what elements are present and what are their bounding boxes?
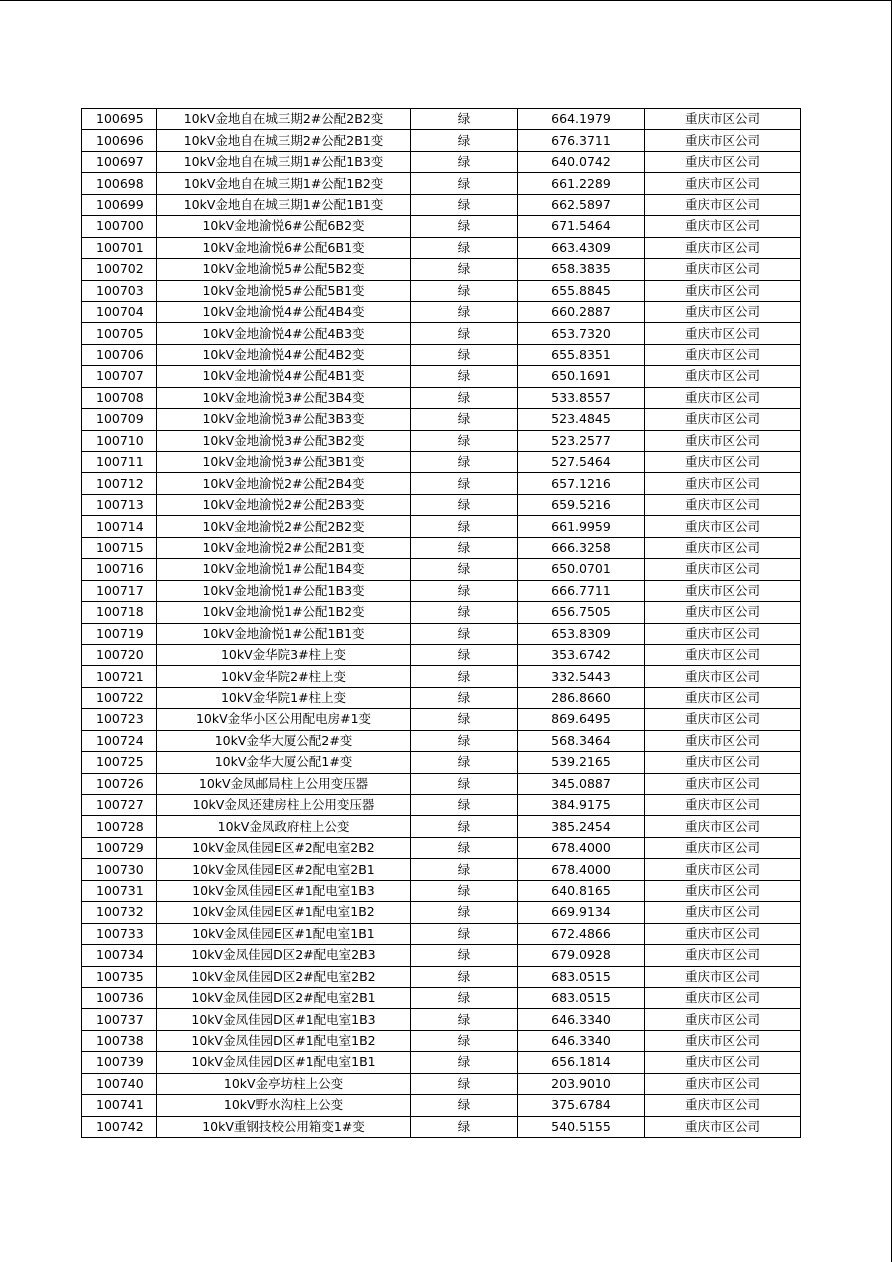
row-color-cell: 绿 xyxy=(411,687,518,708)
row-value-cell: 666.7711 xyxy=(518,580,645,601)
row-name-cell: 10kV金地渝悦2#公配2B3变 xyxy=(157,494,411,515)
row-name-cell: 10kV金凤佳园E区#2配电室2B1 xyxy=(157,859,411,880)
row-company-cell: 重庆市区公司 xyxy=(645,516,801,537)
row-company-cell: 重庆市区公司 xyxy=(645,580,801,601)
row-value-cell: 656.1814 xyxy=(518,1052,645,1073)
row-name-cell: 10kV金地渝悦1#公配1B3变 xyxy=(157,580,411,601)
row-value-cell: 345.0887 xyxy=(518,773,645,794)
table-row xyxy=(82,151,801,172)
table-row xyxy=(82,109,801,130)
table-row xyxy=(82,366,801,387)
row-id-cell: 100726 xyxy=(82,773,157,794)
row-color-cell: 绿 xyxy=(411,452,518,473)
row-color-cell: 绿 xyxy=(411,880,518,901)
row-company-cell: 重庆市区公司 xyxy=(645,494,801,515)
row-company-cell: 重庆市区公司 xyxy=(645,902,801,923)
row-company-cell: 重庆市区公司 xyxy=(645,151,801,172)
row-value-cell: 657.1216 xyxy=(518,473,645,494)
row-company-cell: 重庆市区公司 xyxy=(645,1052,801,1073)
row-company-cell: 重庆市区公司 xyxy=(645,1095,801,1116)
row-id-cell: 100732 xyxy=(82,902,157,923)
row-id-cell: 100736 xyxy=(82,987,157,1008)
row-name-cell: 10kV金华大厦公配1#变 xyxy=(157,752,411,773)
row-name-cell: 10kV野水沟柱上公变 xyxy=(157,1095,411,1116)
table-row xyxy=(82,494,801,515)
row-name-cell: 10kV金华院1#柱上变 xyxy=(157,687,411,708)
row-company-cell: 重庆市区公司 xyxy=(645,344,801,365)
table-row xyxy=(82,902,801,923)
row-name-cell: 10kV金地自在城三期1#公配1B2变 xyxy=(157,173,411,194)
row-id-cell: 100697 xyxy=(82,151,157,172)
row-company-cell: 重庆市区公司 xyxy=(645,923,801,944)
row-value-cell: 679.0928 xyxy=(518,945,645,966)
table-row xyxy=(82,623,801,644)
row-name-cell: 10kV金华大厦公配2#变 xyxy=(157,730,411,751)
row-value-cell: 658.3835 xyxy=(518,259,645,280)
row-id-cell: 100708 xyxy=(82,387,157,408)
row-color-cell: 绿 xyxy=(411,816,518,837)
table-row xyxy=(82,473,801,494)
row-name-cell: 10kV金凤佳园D区#1配电室1B2 xyxy=(157,1030,411,1051)
row-id-cell: 100741 xyxy=(82,1095,157,1116)
table-row xyxy=(82,837,801,858)
row-color-cell: 绿 xyxy=(411,387,518,408)
table-row xyxy=(82,859,801,880)
row-value-cell: 286.8660 xyxy=(518,687,645,708)
row-company-cell: 重庆市区公司 xyxy=(645,409,801,430)
row-color-cell: 绿 xyxy=(411,923,518,944)
table-row xyxy=(82,323,801,344)
row-company-cell: 重庆市区公司 xyxy=(645,859,801,880)
row-id-cell: 100720 xyxy=(82,644,157,665)
row-value-cell: 656.7505 xyxy=(518,602,645,623)
row-id-cell: 100704 xyxy=(82,301,157,322)
row-id-cell: 100727 xyxy=(82,795,157,816)
row-id-cell: 100740 xyxy=(82,1073,157,1094)
row-color-cell: 绿 xyxy=(411,323,518,344)
row-value-cell: 523.2577 xyxy=(518,430,645,451)
table-row xyxy=(82,773,801,794)
row-company-cell: 重庆市区公司 xyxy=(645,730,801,751)
row-name-cell: 10kV金地渝悦4#公配4B1变 xyxy=(157,366,411,387)
row-company-cell: 重庆市区公司 xyxy=(645,987,801,1008)
row-color-cell: 绿 xyxy=(411,730,518,751)
row-color-cell: 绿 xyxy=(411,709,518,730)
table-row xyxy=(82,559,801,580)
table-row xyxy=(82,795,801,816)
row-value-cell: 676.3711 xyxy=(518,130,645,151)
row-value-cell: 384.9175 xyxy=(518,795,645,816)
row-name-cell: 10kV金地渝悦1#公配1B1变 xyxy=(157,623,411,644)
row-company-cell: 重庆市区公司 xyxy=(645,430,801,451)
row-id-cell: 100725 xyxy=(82,752,157,773)
table-row xyxy=(82,537,801,558)
row-value-cell: 671.5464 xyxy=(518,216,645,237)
row-company-cell: 重庆市区公司 xyxy=(645,709,801,730)
row-company-cell: 重庆市区公司 xyxy=(645,837,801,858)
row-value-cell: 540.5155 xyxy=(518,1116,645,1137)
row-value-cell: 640.8165 xyxy=(518,880,645,901)
row-color-cell: 绿 xyxy=(411,902,518,923)
row-value-cell: 568.3464 xyxy=(518,730,645,751)
row-value-cell: 203.9010 xyxy=(518,1073,645,1094)
row-color-cell: 绿 xyxy=(411,623,518,644)
row-name-cell: 10kV金地渝悦6#公配6B2变 xyxy=(157,216,411,237)
table-row xyxy=(82,923,801,944)
row-color-cell: 绿 xyxy=(411,173,518,194)
row-name-cell: 10kV金地自在城三期1#公配1B3变 xyxy=(157,151,411,172)
row-company-cell: 重庆市区公司 xyxy=(645,1073,801,1094)
row-color-cell: 绿 xyxy=(411,216,518,237)
row-name-cell: 10kV金凤佳园D区2#配电室2B2 xyxy=(157,966,411,987)
row-company-cell: 重庆市区公司 xyxy=(645,773,801,794)
row-company-cell: 重庆市区公司 xyxy=(645,816,801,837)
row-color-cell: 绿 xyxy=(411,280,518,301)
row-value-cell: 650.1691 xyxy=(518,366,645,387)
row-value-cell: 659.5216 xyxy=(518,494,645,515)
row-color-cell: 绿 xyxy=(411,516,518,537)
table-row xyxy=(82,816,801,837)
row-id-cell: 100713 xyxy=(82,494,157,515)
row-color-cell: 绿 xyxy=(411,559,518,580)
table-row xyxy=(82,1116,801,1137)
table-row xyxy=(82,666,801,687)
row-color-cell: 绿 xyxy=(411,494,518,515)
row-color-cell: 绿 xyxy=(411,130,518,151)
row-id-cell: 100711 xyxy=(82,452,157,473)
table-row xyxy=(82,730,801,751)
table-row xyxy=(82,580,801,601)
row-id-cell: 100721 xyxy=(82,666,157,687)
row-company-cell: 重庆市区公司 xyxy=(645,623,801,644)
row-color-cell: 绿 xyxy=(411,237,518,258)
table-row xyxy=(82,301,801,322)
row-name-cell: 10kV金地渝悦2#公配2B2变 xyxy=(157,516,411,537)
row-name-cell: 10kV金凤佳园E区#1配电室1B1 xyxy=(157,923,411,944)
row-id-cell: 100717 xyxy=(82,580,157,601)
row-color-cell: 绿 xyxy=(411,1009,518,1030)
row-color-cell: 绿 xyxy=(411,409,518,430)
table-body xyxy=(82,109,801,1138)
row-color-cell: 绿 xyxy=(411,1030,518,1051)
row-id-cell: 100702 xyxy=(82,259,157,280)
row-value-cell: 683.0515 xyxy=(518,987,645,1008)
row-id-cell: 100705 xyxy=(82,323,157,344)
row-name-cell: 10kV金凤佳园E区#1配电室1B3 xyxy=(157,880,411,901)
row-color-cell: 绿 xyxy=(411,987,518,1008)
row-name-cell: 10kV金地渝悦2#公配2B1变 xyxy=(157,537,411,558)
row-id-cell: 100735 xyxy=(82,966,157,987)
row-id-cell: 100719 xyxy=(82,623,157,644)
row-value-cell: 353.6742 xyxy=(518,644,645,665)
row-value-cell: 653.7320 xyxy=(518,323,645,344)
row-name-cell: 10kV金凤佳园D区2#配电室2B3 xyxy=(157,945,411,966)
row-name-cell: 10kV金地自在城三期2#公配2B1变 xyxy=(157,130,411,151)
table-row xyxy=(82,752,801,773)
row-name-cell: 10kV金华小区公用配电房#1变 xyxy=(157,709,411,730)
row-id-cell: 100729 xyxy=(82,837,157,858)
row-id-cell: 100724 xyxy=(82,730,157,751)
row-name-cell: 10kV金凤还建房柱上公用变压器 xyxy=(157,795,411,816)
row-name-cell: 10kV金凤邮局柱上公用变压器 xyxy=(157,773,411,794)
row-color-cell: 绿 xyxy=(411,773,518,794)
row-color-cell: 绿 xyxy=(411,859,518,880)
row-name-cell: 10kV金地渝悦5#公配5B1变 xyxy=(157,280,411,301)
row-id-cell: 100739 xyxy=(82,1052,157,1073)
row-value-cell: 660.2887 xyxy=(518,301,645,322)
row-company-cell: 重庆市区公司 xyxy=(645,366,801,387)
table-row xyxy=(82,602,801,623)
row-id-cell: 100701 xyxy=(82,237,157,258)
row-color-cell: 绿 xyxy=(411,259,518,280)
row-name-cell: 10kV金地渝悦4#公配4B3变 xyxy=(157,323,411,344)
row-id-cell: 100716 xyxy=(82,559,157,580)
row-name-cell: 10kV金凤佳园D区#1配电室1B1 xyxy=(157,1052,411,1073)
row-color-cell: 绿 xyxy=(411,109,518,130)
row-color-cell: 绿 xyxy=(411,837,518,858)
table-row xyxy=(82,1030,801,1051)
row-value-cell: 683.0515 xyxy=(518,966,645,987)
row-id-cell: 100710 xyxy=(82,430,157,451)
row-value-cell: 663.4309 xyxy=(518,237,645,258)
row-id-cell: 100733 xyxy=(82,923,157,944)
row-id-cell: 100723 xyxy=(82,709,157,730)
table-row xyxy=(82,516,801,537)
table-row xyxy=(82,687,801,708)
row-value-cell: 661.2289 xyxy=(518,173,645,194)
table-row xyxy=(82,987,801,1008)
row-name-cell: 10kV金地渝悦5#公配5B2变 xyxy=(157,259,411,280)
row-color-cell: 绿 xyxy=(411,644,518,665)
row-id-cell: 100714 xyxy=(82,516,157,537)
row-id-cell: 100731 xyxy=(82,880,157,901)
row-id-cell: 100706 xyxy=(82,344,157,365)
row-name-cell: 10kV金地自在城三期1#公配1B1变 xyxy=(157,194,411,215)
row-company-cell: 重庆市区公司 xyxy=(645,473,801,494)
row-name-cell: 10kV金亭坊柱上公变 xyxy=(157,1073,411,1094)
row-name-cell: 10kV金地渝悦6#公配6B1变 xyxy=(157,237,411,258)
table-row xyxy=(82,1009,801,1030)
row-value-cell: 523.4845 xyxy=(518,409,645,430)
row-value-cell: 539.2165 xyxy=(518,752,645,773)
row-value-cell: 646.3340 xyxy=(518,1030,645,1051)
table-row xyxy=(82,966,801,987)
table-row xyxy=(82,945,801,966)
row-value-cell: 533.8557 xyxy=(518,387,645,408)
row-name-cell: 10kV金地渝悦4#公配4B4变 xyxy=(157,301,411,322)
row-id-cell: 100707 xyxy=(82,366,157,387)
row-company-cell: 重庆市区公司 xyxy=(645,301,801,322)
row-value-cell: 332.5443 xyxy=(518,666,645,687)
row-name-cell: 10kV金凤佳园E区#1配电室1B2 xyxy=(157,902,411,923)
row-id-cell: 100709 xyxy=(82,409,157,430)
row-color-cell: 绿 xyxy=(411,945,518,966)
row-name-cell: 10kV金地渝悦3#公配3B4变 xyxy=(157,387,411,408)
row-id-cell: 100730 xyxy=(82,859,157,880)
table-row xyxy=(82,280,801,301)
row-name-cell: 10kV金华院3#柱上变 xyxy=(157,644,411,665)
row-name-cell: 10kV金地渝悦3#公配3B1变 xyxy=(157,452,411,473)
row-color-cell: 绿 xyxy=(411,301,518,322)
row-id-cell: 100700 xyxy=(82,216,157,237)
row-name-cell: 10kV金地渝悦1#公配1B4变 xyxy=(157,559,411,580)
table-row xyxy=(82,880,801,901)
table-row xyxy=(82,709,801,730)
row-id-cell: 100742 xyxy=(82,1116,157,1137)
row-id-cell: 100698 xyxy=(82,173,157,194)
row-company-cell: 重庆市区公司 xyxy=(645,237,801,258)
row-company-cell: 重庆市区公司 xyxy=(645,109,801,130)
row-company-cell: 重庆市区公司 xyxy=(645,795,801,816)
row-company-cell: 重庆市区公司 xyxy=(645,1009,801,1030)
row-name-cell: 10kV金凤政府柱上公变 xyxy=(157,816,411,837)
row-id-cell: 100712 xyxy=(82,473,157,494)
row-color-cell: 绿 xyxy=(411,537,518,558)
row-value-cell: 869.6495 xyxy=(518,709,645,730)
row-id-cell: 100718 xyxy=(82,602,157,623)
row-value-cell: 655.8845 xyxy=(518,280,645,301)
row-value-cell: 678.4000 xyxy=(518,859,645,880)
row-company-cell: 重庆市区公司 xyxy=(645,1116,801,1137)
row-color-cell: 绿 xyxy=(411,1116,518,1137)
row-value-cell: 662.5897 xyxy=(518,194,645,215)
row-value-cell: 527.5464 xyxy=(518,452,645,473)
row-value-cell: 669.9134 xyxy=(518,902,645,923)
row-value-cell: 385.2454 xyxy=(518,816,645,837)
row-value-cell: 646.3340 xyxy=(518,1009,645,1030)
row-id-cell: 100699 xyxy=(82,194,157,215)
row-company-cell: 重庆市区公司 xyxy=(645,666,801,687)
row-company-cell: 重庆市区公司 xyxy=(645,1030,801,1051)
row-id-cell: 100722 xyxy=(82,687,157,708)
row-company-cell: 重庆市区公司 xyxy=(645,130,801,151)
row-id-cell: 100715 xyxy=(82,537,157,558)
row-name-cell: 10kV金华院2#柱上变 xyxy=(157,666,411,687)
table-row xyxy=(82,409,801,430)
row-id-cell: 100695 xyxy=(82,109,157,130)
row-value-cell: 653.8309 xyxy=(518,623,645,644)
row-id-cell: 100696 xyxy=(82,130,157,151)
table-row xyxy=(82,387,801,408)
row-color-cell: 绿 xyxy=(411,602,518,623)
row-company-cell: 重庆市区公司 xyxy=(645,173,801,194)
row-name-cell: 10kV金凤佳园D区2#配电室2B1 xyxy=(157,987,411,1008)
row-value-cell: 640.0742 xyxy=(518,151,645,172)
row-name-cell: 10kV金地渝悦3#公配3B2变 xyxy=(157,430,411,451)
row-name-cell: 10kV金地渝悦1#公配1B2变 xyxy=(157,602,411,623)
row-value-cell: 664.1979 xyxy=(518,109,645,130)
table-row xyxy=(82,1052,801,1073)
row-company-cell: 重庆市区公司 xyxy=(645,387,801,408)
row-name-cell: 10kV金地渝悦2#公配2B4变 xyxy=(157,473,411,494)
row-company-cell: 重庆市区公司 xyxy=(645,966,801,987)
row-value-cell: 666.3258 xyxy=(518,537,645,558)
table-row xyxy=(82,216,801,237)
row-id-cell: 100737 xyxy=(82,1009,157,1030)
table-row xyxy=(82,430,801,451)
row-company-cell: 重庆市区公司 xyxy=(645,559,801,580)
row-color-cell: 绿 xyxy=(411,795,518,816)
row-id-cell: 100734 xyxy=(82,945,157,966)
table-row xyxy=(82,1073,801,1094)
row-company-cell: 重庆市区公司 xyxy=(645,687,801,708)
row-value-cell: 655.8351 xyxy=(518,344,645,365)
row-color-cell: 绿 xyxy=(411,430,518,451)
row-value-cell: 375.6784 xyxy=(518,1095,645,1116)
table-row xyxy=(82,344,801,365)
row-value-cell: 650.0701 xyxy=(518,559,645,580)
row-color-cell: 绿 xyxy=(411,344,518,365)
row-name-cell: 10kV金凤佳园D区#1配电室1B3 xyxy=(157,1009,411,1030)
row-color-cell: 绿 xyxy=(411,966,518,987)
row-color-cell: 绿 xyxy=(411,752,518,773)
row-color-cell: 绿 xyxy=(411,473,518,494)
table-row xyxy=(82,644,801,665)
row-color-cell: 绿 xyxy=(411,666,518,687)
row-color-cell: 绿 xyxy=(411,366,518,387)
row-id-cell: 100738 xyxy=(82,1030,157,1051)
row-company-cell: 重庆市区公司 xyxy=(645,323,801,344)
row-name-cell: 10kV金地自在城三期2#公配2B2变 xyxy=(157,109,411,130)
row-name-cell: 10kV金地渝悦4#公配4B2变 xyxy=(157,344,411,365)
transformer-table xyxy=(81,108,801,1138)
table-row xyxy=(82,452,801,473)
row-company-cell: 重庆市区公司 xyxy=(645,752,801,773)
row-name-cell: 10kV金地渝悦3#公配3B3变 xyxy=(157,409,411,430)
row-color-cell: 绿 xyxy=(411,1073,518,1094)
row-company-cell: 重庆市区公司 xyxy=(645,259,801,280)
row-value-cell: 672.4866 xyxy=(518,923,645,944)
row-color-cell: 绿 xyxy=(411,194,518,215)
row-color-cell: 绿 xyxy=(411,151,518,172)
table-row xyxy=(82,194,801,215)
row-company-cell: 重庆市区公司 xyxy=(645,194,801,215)
row-color-cell: 绿 xyxy=(411,580,518,601)
row-value-cell: 678.4000 xyxy=(518,837,645,858)
row-color-cell: 绿 xyxy=(411,1052,518,1073)
row-color-cell: 绿 xyxy=(411,1095,518,1116)
row-company-cell: 重庆市区公司 xyxy=(645,880,801,901)
row-id-cell: 100703 xyxy=(82,280,157,301)
table-row xyxy=(82,130,801,151)
row-company-cell: 重庆市区公司 xyxy=(645,602,801,623)
row-company-cell: 重庆市区公司 xyxy=(645,644,801,665)
row-company-cell: 重庆市区公司 xyxy=(645,537,801,558)
row-company-cell: 重庆市区公司 xyxy=(645,280,801,301)
table-row xyxy=(82,1095,801,1116)
row-company-cell: 重庆市区公司 xyxy=(645,452,801,473)
row-company-cell: 重庆市区公司 xyxy=(645,945,801,966)
table-row xyxy=(82,237,801,258)
row-company-cell: 重庆市区公司 xyxy=(645,216,801,237)
table-row xyxy=(82,259,801,280)
row-id-cell: 100728 xyxy=(82,816,157,837)
row-value-cell: 661.9959 xyxy=(518,516,645,537)
row-name-cell: 10kV金凤佳园E区#2配电室2B2 xyxy=(157,837,411,858)
page-top-border xyxy=(0,0,892,1)
table-row xyxy=(82,173,801,194)
row-name-cell: 10kV重钢技校公用箱变1#变 xyxy=(157,1116,411,1137)
